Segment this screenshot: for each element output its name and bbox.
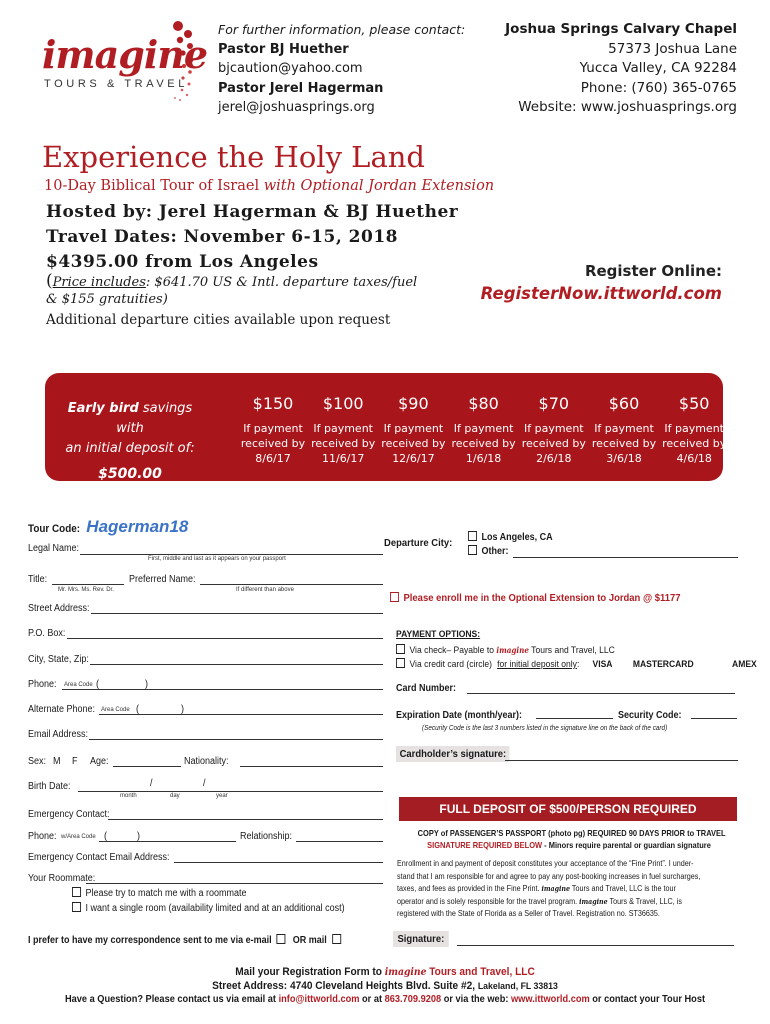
tier-amount: $80 — [468, 394, 499, 413]
tier-payment-text: If payment — [383, 422, 444, 435]
checkbox-icon[interactable] — [72, 887, 81, 897]
alt-phone-area-code-hint: Area Code — [101, 707, 130, 713]
tier-payment-text: If payment — [313, 422, 373, 435]
tier-payment-text: If payment — [453, 422, 514, 435]
age-field[interactable] — [113, 766, 181, 767]
tour-code-value: Hagerman18 — [86, 517, 189, 536]
payment-options-heading: PAYMENT OPTIONS: — [396, 629, 481, 640]
alt-phone-label: Alternate Phone: — [28, 704, 96, 715]
card-visa[interactable]: VISA — [592, 659, 613, 670]
alt-phone-field[interactable] — [99, 714, 383, 715]
po-box-field[interactable] — [67, 638, 383, 639]
legal-name-hint: First, middle and last as it appears on your passport — [148, 556, 286, 562]
early-bird-deposit: $500.00 — [98, 466, 162, 482]
cardholder-signature-label: Cardholder’s signature: — [396, 746, 510, 762]
title-label: Title: — [28, 574, 48, 585]
emergency-email-field[interactable] — [174, 862, 383, 863]
footer-street-line: Street Address: 4740 Cleveland Heights Blvd. Suite #2, Lakeland, FL 33813 — [212, 979, 558, 992]
sex-option-f[interactable]: F — [72, 756, 78, 767]
footer-question-line: Have a Question? Please contact us via email at info@ittworld.com or at 863.709.9208 or via the web: www.ittworld.com or contact your Tour Host — [64, 993, 706, 1005]
emergency-contact-field[interactable] — [108, 819, 383, 820]
early-bird-box: Early bird savings with an initial deposit of: $500.00 $150 If payment received by 8/6/17 $100 If payment received by 11/6/17 $90 If payment received by 12/6/17 $80 If payment received by 1/6/18 $70 If payment received by 2/6/18 $60 If payment received by 3/6/18 $50 If payment received by 4/6/18 — [45, 373, 723, 481]
correspondence-preference: I prefer to have my correspondence sent to me via e-mail OR mail — [28, 934, 346, 946]
contact-pastor-1: Pastor BJ Huether — [218, 41, 349, 57]
tier-column — [588, 393, 660, 466]
early-bird-line2: an initial deposit of: — [65, 441, 195, 456]
mail-checkbox[interactable] — [332, 934, 341, 944]
day-hint: day — [170, 793, 180, 799]
tier-column — [307, 393, 379, 466]
card-mastercard[interactable]: MASTERCARD — [632, 659, 694, 670]
nationality-label: Nationality: — [184, 756, 229, 767]
passport-requirement: COPY of PASSENGER’S PASSPORT (photo pg) REQUIRED 90 DAYS PRIOR to TRAVEL — [417, 828, 726, 838]
checkbox-icon[interactable] — [72, 902, 81, 912]
tier-amount: $90 — [398, 394, 429, 413]
tier-received-text: received by — [451, 437, 516, 450]
tour-price: $4395.00 from Los Angeles — [46, 252, 319, 272]
early-bird-bold: Early bird — [67, 401, 139, 416]
age-label: Age: — [90, 756, 109, 767]
legal-name-field[interactable] — [80, 554, 383, 555]
tier-received-text: received by — [381, 437, 446, 450]
po-box-label: P.O. Box: — [28, 628, 66, 639]
church-address: 57373 Joshua Lane — [608, 40, 737, 57]
expiration-label: Expiration Date (month/year): — [396, 710, 523, 721]
tier-payment-text: If payment — [243, 422, 303, 435]
signature-field[interactable] — [457, 945, 734, 946]
emergency-area-code-hint: w/Area Code — [61, 834, 96, 840]
tier-received-text: received by — [311, 437, 376, 450]
expiration-field[interactable] — [536, 718, 613, 719]
deposit-banner-text: FULL DEPOSIT OF $500/PERSON REQUIRED — [439, 802, 697, 816]
checkbox-icon[interactable] — [396, 644, 405, 654]
cardholder-signature-field[interactable] — [505, 760, 738, 761]
tier-amount: $70 — [538, 394, 570, 413]
price-includes-label: Price includes — [52, 275, 146, 290]
emergency-phone-field[interactable] — [99, 841, 236, 842]
tier-column — [518, 393, 590, 466]
roommate-option-match[interactable]: Please try to match me with a roommate — [72, 887, 247, 899]
birth-date-label: Birth Date: — [28, 781, 71, 792]
price-note: (Price includes: $641.70 US & Intl. departure taxes/fuel — [46, 271, 418, 291]
tier-received-text: received by — [591, 437, 657, 450]
email-label: Email Address: — [28, 729, 89, 740]
tier-column — [377, 393, 449, 466]
tour-subtitle — [44, 178, 494, 194]
checkbox-icon[interactable] — [396, 658, 405, 668]
tier-amount: $150 — [252, 394, 294, 413]
departure-option-la[interactable]: Los Angeles, CA — [468, 531, 553, 545]
roommate-option-single[interactable]: I want a single room (availability limited and at an additional cost) — [72, 902, 345, 914]
sex-option-m[interactable]: M — [53, 756, 61, 767]
tier-column — [658, 393, 730, 466]
tier-date: 3/6/18 — [606, 452, 642, 465]
nationality-field[interactable] — [240, 766, 383, 767]
company-logo — [30, 20, 208, 105]
roommate-field[interactable] — [86, 883, 383, 884]
phone-field[interactable] — [62, 689, 383, 690]
tier-payment-text: If payment — [664, 422, 724, 435]
tier-date: 12/6/17 — [392, 452, 435, 465]
relationship-field[interactable] — [296, 841, 383, 842]
register-label: Register Online: — [584, 262, 722, 280]
departure-other-field[interactable] — [513, 557, 738, 558]
tier-column — [237, 393, 309, 466]
title-hint: Mr. Mrs. Ms. Rev. Dr. — [58, 587, 114, 593]
tour-code-label: Tour Code: — [28, 523, 81, 535]
church-phone: Phone: (760) 365-0765 — [580, 79, 737, 96]
tier-received-text: received by — [521, 437, 586, 450]
register-url[interactable]: RegisterNow.ittworld.com — [480, 284, 722, 303]
logo-wordmark: imagine — [42, 32, 208, 77]
sex-label: Sex: — [28, 756, 47, 767]
preferred-name-field[interactable] — [200, 584, 383, 585]
checkbox-icon[interactable] — [468, 531, 477, 541]
hosted-by: Hosted by: Jerel Hagerman & BJ Huether — [46, 202, 459, 222]
departure-option-other[interactable]: Other: — [468, 545, 553, 559]
travel-dates: Travel Dates: November 6-15, 2018 — [46, 227, 398, 247]
logo-subtitle: TOURS & TRAVEL — [44, 78, 188, 90]
footer-email-link[interactable]: info@ittworld.com — [278, 993, 360, 1005]
emergency-email-label: Emergency Contact Email Address: — [28, 852, 170, 863]
email-field[interactable] — [89, 739, 383, 740]
year-hint: year — [216, 793, 228, 799]
footer-phone-link[interactable]: 863.709.9208 — [384, 993, 442, 1005]
birth-date-field[interactable] — [78, 791, 383, 792]
tour-subtitle-main: 10-Day Biblical Tour of Israel — [44, 178, 264, 194]
city-field[interactable] — [90, 664, 383, 665]
checkbox-icon[interactable] — [390, 592, 399, 602]
card-number-label: Card Number: — [396, 683, 457, 694]
price-note-line2: & $155 gratuities) — [46, 292, 168, 307]
street-label: Street Address: — [28, 603, 90, 614]
preferred-name-hint: If different than above — [236, 587, 294, 593]
additional-cities: Additional departure cities available upon request — [46, 312, 391, 328]
contact-heading: For further information, please contact: — [218, 22, 466, 37]
tier-received-text: received by — [240, 437, 306, 450]
emergency-phone-label: Phone: — [28, 831, 57, 842]
church-website[interactable]: Website: www.joshuasprings.org — [518, 99, 737, 115]
terms-text: Enrollment in and payment of deposit constitutes your acceptance of the “Fine Print”. I under- stand that I am responsible for and agree to pay any post-booking increases in fuel surcharges, taxes, and fees as provided in the Fine Print. imagine Tours and Travel, LLC is the tour operator and is solely responsible for the travel program. imagine Tours & Travel, LLC, is registered with the State of Florida as a Seller of Travel. Registration no. ST36635. — [397, 859, 701, 919]
tier-amount: $60 — [608, 394, 640, 413]
checkbox-icon[interactable] — [468, 545, 477, 555]
footer-web-link[interactable]: www.ittworld.com — [510, 993, 590, 1005]
tier-amount: $100 — [322, 394, 364, 413]
footer-mail-line: Mail your Registration Form to imagine Tours and Travel, LLC — [235, 966, 535, 978]
security-code-label: Security Code: — [618, 710, 682, 721]
deposit-banner — [399, 797, 737, 821]
jordan-extension-option[interactable]: Please enroll me in the Optional Extension to Jordan @ $1177 — [390, 592, 681, 604]
title-field[interactable] — [52, 584, 124, 585]
street-field[interactable] — [91, 613, 383, 614]
preferred-name-label: Preferred Name: — [129, 574, 196, 585]
page-title: Experience the Holy Land — [42, 140, 425, 174]
security-code-note: (Security Code is the last 3 numbers listed in the signature line on the back of the card) — [422, 723, 668, 732]
contact-email-2[interactable]: jerel@joshuasprings.org — [218, 100, 375, 115]
tier-payment-text: If payment — [594, 422, 654, 435]
payment-option-card[interactable]: Via credit card (circle) for initial deposit only: VISA MASTERCARD AMEX — [396, 658, 729, 670]
signature-requirement: SIGNATURE REQUIRED BELOW - Minors require parental or guardian signature — [427, 840, 711, 850]
relationship-label: Relationship: — [240, 831, 293, 842]
contact-pastor-2: Pastor Jerel Hagerman — [218, 80, 384, 96]
security-code-field[interactable] — [691, 718, 737, 719]
tier-date: 2/6/18 — [536, 452, 572, 465]
tier-date: 4/6/18 — [676, 452, 712, 465]
emergency-contact-label: Emergency Contact: — [28, 809, 110, 820]
legal-name-label: Legal Name: — [28, 543, 80, 554]
card-number-field[interactable] — [467, 693, 735, 694]
contact-email-1[interactable]: bjcaution@yahoo.com — [218, 61, 363, 76]
church-name: Joshua Springs Calvary Chapel — [505, 21, 737, 37]
phone-area-code-hint: Area Code — [64, 682, 93, 688]
city-label: City, State, Zip: — [28, 654, 89, 665]
email-checkbox[interactable] — [277, 934, 286, 944]
tier-date: 1/6/18 — [465, 452, 502, 465]
card-amex[interactable]: AMEX — [732, 659, 757, 670]
month-hint: month — [120, 793, 137, 799]
payment-option-check[interactable]: Via check– Payable to imagine Tours and Travel, LLC — [396, 644, 615, 656]
phone-label: Phone: — [28, 679, 57, 690]
tier-column — [448, 393, 520, 466]
tier-amount: $50 — [678, 394, 710, 413]
signature-label: Signature: — [393, 931, 449, 947]
tour-subtitle-italic: with Optional Jordan Extension — [263, 178, 495, 194]
departure-city-label: Departure City: — [384, 537, 453, 549]
tier-received-text: received by — [662, 437, 727, 450]
tier-date: 8/6/17 — [255, 452, 291, 465]
tier-payment-text: If payment — [523, 422, 584, 435]
roommate-label: Your Roommate: — [28, 873, 96, 884]
tier-date: 11/6/17 — [321, 452, 365, 465]
church-city: Yucca Valley, CA 92284 — [579, 60, 737, 76]
